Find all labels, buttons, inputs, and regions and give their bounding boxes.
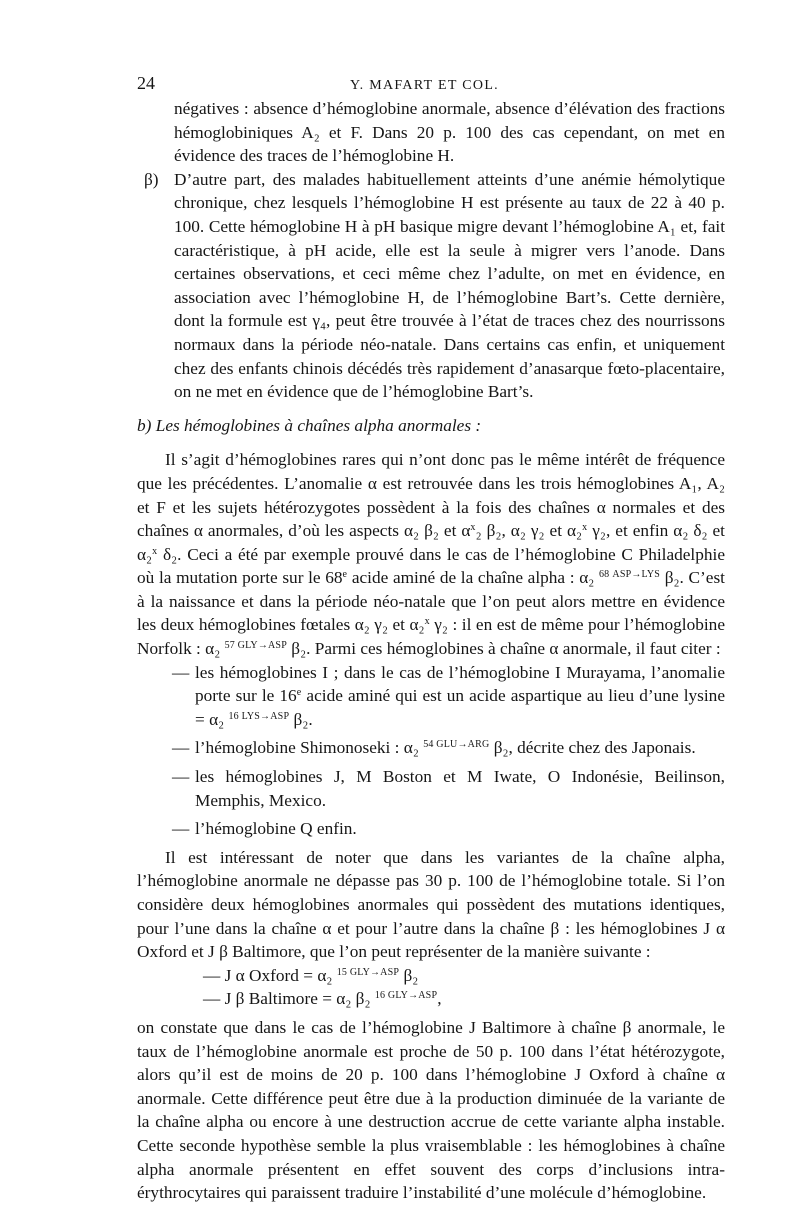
text-run: J β Baltimore = α₂ β₂ bbox=[224, 989, 375, 1009]
superscript: 68 ASP→LYS bbox=[598, 569, 661, 581]
text-run: Il s’agit d’hémoglobines rares qui n’ont donc pas le même intérêt de fréquence que les précédentes. L’anomalie α est retrouvée dans les trois hémoglobines A₁, A₂ et F et les sujets hétérozygotes possèdent à la fois des chaînes α normales et des chaînes α anormales, d’où les aspects α₂ β₂ et α bbox=[137, 450, 725, 541]
formula-dash: — bbox=[203, 965, 221, 985]
text-run: β₂. Parmi ces hémoglobines à chaîne α anormale, il faut citer : bbox=[286, 639, 721, 659]
text-run: β₂ bbox=[399, 965, 419, 985]
superscript: e bbox=[296, 687, 302, 699]
dash-marker: — bbox=[172, 662, 190, 682]
dash-item-text bbox=[195, 736, 725, 760]
superscript: x bbox=[152, 545, 158, 557]
dash-item-text bbox=[195, 661, 725, 732]
dash-marker: — bbox=[172, 819, 190, 839]
formula-oxford bbox=[137, 964, 725, 988]
dash-list-item bbox=[137, 817, 725, 841]
text-run: les hémoglobines I ; dans le cas de l’hémoglobine I Murayama, l’anomalie porte sur le 16 bbox=[195, 662, 725, 706]
text-run: β₂. C’est à la naissance et dans la période néo-natale que l’on peut alors mettre en évidence les deux hémoglobines fœtales α₂ γ₂ et α₂ bbox=[137, 568, 725, 635]
formula-dash: — bbox=[203, 989, 221, 1009]
text-run: acide aminé de la chaîne alpha : α₂ bbox=[347, 568, 599, 588]
text-run: ₂ β₂, α₂ γ₂ et α₂ bbox=[475, 521, 583, 541]
text-run: γ₂, et enfin α₂ δ₂ et α₂ bbox=[137, 521, 725, 564]
superscript: x bbox=[424, 616, 430, 628]
page-number: 24 bbox=[137, 73, 155, 93]
text-run: δ₂. Ceci a été par exemple prouvé dans le cas de l’hémoglobine C Philadelphie où la mutation porte sur le 68 bbox=[137, 544, 725, 588]
superscript: 57 GLY→ASP bbox=[224, 640, 287, 652]
text-run: , bbox=[437, 989, 442, 1009]
superscript: 16 LYS→ASP bbox=[228, 710, 290, 722]
superscript: 16 GLY→ASP bbox=[374, 990, 438, 1002]
intro-paragraph: négatives : absence d’hémoglobine anormale, absence d’élévation des fractions hémoglobiniques A₂ et F. Dans 20 p. 100 des cas cependant, on met en évidence des traces de l’hémoglobine H. bbox=[174, 99, 725, 166]
formula-baltimore bbox=[137, 987, 725, 1011]
text-run: γ₂ : il en est de même pour l’hémoglobine Norfolk : α₂ bbox=[137, 615, 725, 659]
beta-marker: β) bbox=[144, 169, 159, 189]
dash-list-item bbox=[137, 736, 725, 760]
dash-marker: — bbox=[172, 738, 190, 758]
dash-list-item bbox=[137, 661, 725, 732]
paragraph-conclusion: on constate que dans le cas de l’hémoglobine J Baltimore à chaîne β anormale, le taux de l’hémoglobine anormale est proche de 50 p. 100 dans l’état hétérozygote, alors qu’il est de moins de 20 p. 100 dans l’hémoglobine J Oxford à chaîne α anormale. Cette différence peut être due à la production diminuée de la variante de la chaîne alpha ou encore à une destruction accrue de cette variante alpha instable. Cette seconde hypothèse semble la plus vraisemblable : les hémoglobines à chaîne alpha anormale présentent en effet souvent des corps d’inclusions intra-érythrocytaires qui paraissent traduire l’instabilité d’une molécule d’hémoglobine. bbox=[137, 1017, 725, 1203]
dash-marker: — bbox=[172, 767, 190, 787]
beta-list-item bbox=[137, 168, 725, 404]
text-run: β₂, décrite chez des Japonais. bbox=[489, 738, 696, 758]
text-run: l’hémoglobine Shimonoseki : α₂ bbox=[195, 738, 424, 758]
dash-list-item bbox=[137, 765, 725, 812]
superscript: x bbox=[470, 522, 476, 534]
paragraph-alpha-chains bbox=[137, 448, 725, 660]
beta-item-text: D’autre part, des malades habituellement atteints d’une anémie hémolytique chronique, chez lesquels l’hémoglobine H est présente au taux de 22 à 40 p. 100. Cette hémoglobine H à pH basique migre devant l’hémoglobine A₁ et, fait caractéristique, à pH acide, elle est la seule à migrer vers l’anode. Dans certaines observations, et ceci même chez l’adulte, on met en évidence, en association avec l’hémoglobine H, de l’hémoglobine Bart’s. Cette dernière, dont la formule est γ₄, peut être trouvée à l’état de traces chez des nourrissons normaux dans la période néo-natale. Dans certains cas enfin, et uniquement chez des enfants chinois décédés très rapidement d’anasarque fœto-placentaire, on ne met en évidence que de l’hémoglobine Bart’s. bbox=[174, 169, 725, 402]
page-body bbox=[137, 97, 725, 1205]
text-run: J α Oxford = α₂ bbox=[224, 965, 337, 985]
superscript: x bbox=[582, 522, 588, 534]
superscript: e bbox=[342, 569, 348, 581]
superscript: 54 GLU→ARG bbox=[423, 739, 490, 751]
text-run: acide aminé qui est un acide aspartique au lieu d’une lysine = α₂ bbox=[195, 686, 725, 729]
dash-item-text: l’hémoglobine Q enfin. bbox=[195, 819, 357, 839]
paragraph-comparison: Il est intéressant de noter que dans les variantes de la chaîne alpha, l’hémoglobine anormale ne dépasse pas 30 p. 100 de l’hémoglobine totale. Si l’on considère deux hémoglobines anormales qui possèdent des mutations identiques, pour l’une dans la chaîne α et pour l’autre dans la chaîne β : les hémoglobines J α Oxford et J β Baltimore, que l’on peut représenter de la manière suivante : bbox=[137, 847, 725, 962]
running-header: Y. MAFART ET COL. bbox=[350, 78, 499, 93]
text-run: β₂. bbox=[289, 709, 313, 729]
section-subheading: b) Les hémoglobines à chaînes alpha anormales : bbox=[137, 415, 482, 435]
dash-item-text: les hémoglobines J, M Boston et M Iwate, O Indonésie, Beilinson, Memphis, Mexico. bbox=[195, 767, 725, 810]
superscript: 15 GLY→ASP bbox=[336, 966, 400, 978]
